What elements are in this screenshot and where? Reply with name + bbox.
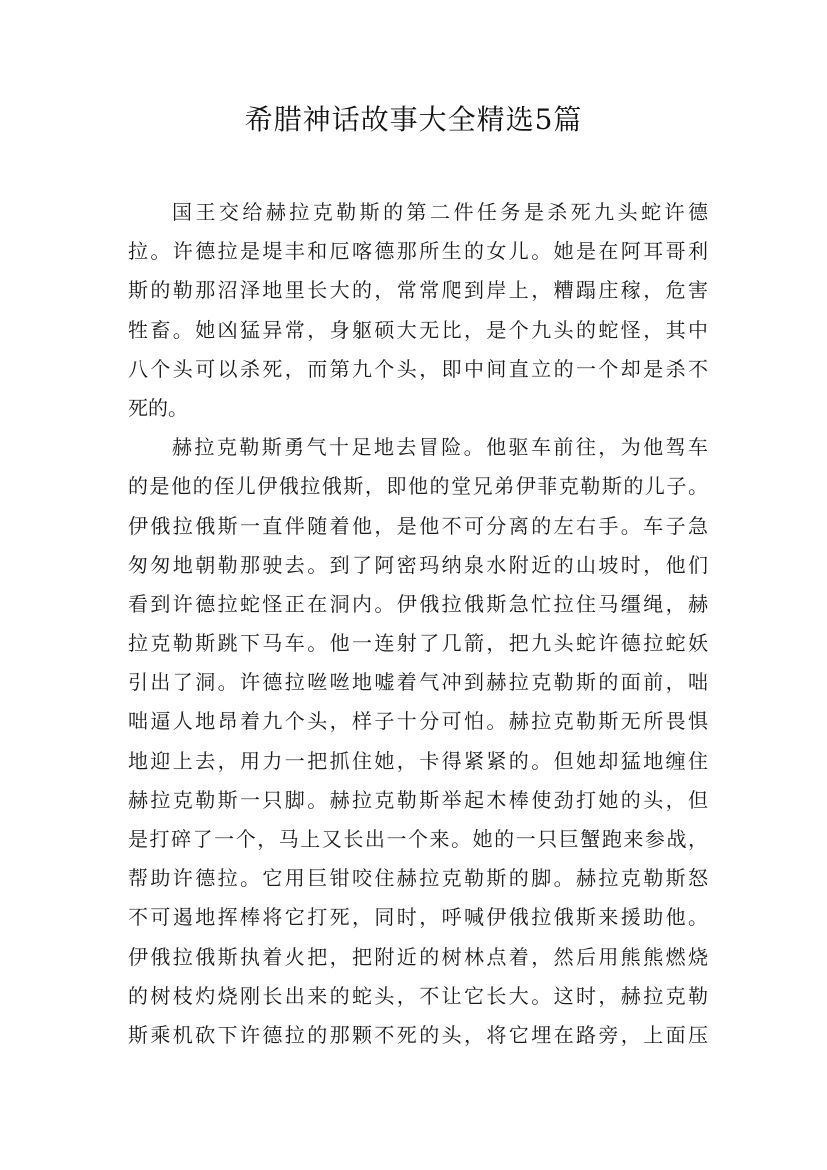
text-line: 斯的勒那沼泽地里长大的，常常爬到岸上，糟蹋庄稼，危害 [128, 278, 708, 303]
text-line: 斯乘机砍下许德拉的那颗不死的头，将它埋在路旁，上面压 [128, 1022, 708, 1047]
text-line: 匆匆地朝勒那驶去。到了阿密玛纳泉水附近的山坡时，他们 [128, 552, 708, 577]
text-line: 拉克勒斯跳下马车。他一连射了几箭，把九头蛇许德拉蛇妖 [128, 631, 708, 656]
text-line: 地迎上去，用力一把抓住她，卡得紧紧的。但她却猛地缠住 [128, 748, 708, 773]
document-body [128, 193, 708, 1055]
text-line: 赫拉克勒斯勇气十足地去冒险。他驱车前往，为他驾车 [172, 435, 708, 460]
text-line: 八个头可以杀死，而第九个头，即中间直立的一个却是杀不 [128, 356, 708, 381]
text-line: 牲畜。她凶猛异常，身躯硕大无比，是个九头的蛇怪，其中 [128, 317, 708, 342]
text-line: 是打碎了一个，马上又长出一个来。她的一只巨蟹跑来参战， [128, 827, 708, 851]
text-line: 国王交给赫拉克勒斯的第二件任务是杀死九头蛇许德 [172, 200, 708, 224]
text-line: 伊俄拉俄斯执着火把，把附近的树林点着，然后用熊熊燃烧 [128, 944, 708, 969]
text-line: 帮助许德拉。它用巨钳咬住赫拉克勒斯的脚。赫拉克勒斯怒 [128, 866, 708, 891]
text-line: 的是他的侄儿伊俄拉俄斯，即他的堂兄弟伊菲克勒斯的儿子。 [128, 474, 708, 499]
text-line: 死的。 [128, 395, 188, 420]
text-line: 的树枝灼烧刚长出来的蛇头，不让它长大。这时，赫拉克勒 [128, 983, 708, 1008]
paragraph-1 [128, 193, 708, 428]
text-line: 伊俄拉俄斯一直伴随着他，是他不可分离的左右手。车子急 [128, 513, 708, 538]
document-title: 希腊神话故事大全精选5篇 [244, 103, 583, 136]
text-line: 咄逼人地昂着九个头，样子十分可怕。赫拉克勒斯无所畏惧 [128, 709, 708, 734]
text-line: 引出了洞。许德拉咝咝地嘘着气冲到赫拉克勒斯的面前，咄 [128, 670, 708, 695]
text-line: 看到许德拉蛇怪正在洞内。伊俄拉俄斯急忙拉住马缰绳，赫 [128, 591, 708, 616]
text-line: 拉。许德拉是堤丰和厄喀德那所生的女儿。她是在阿耳哥利 [128, 239, 708, 264]
text-line: 赫拉克勒斯一只脚。赫拉克勒斯举起木棒使劲打她的头，但 [128, 787, 708, 812]
text-line: 不可遏地挥棒将它打死，同时，呼喊伊俄拉俄斯来援助他。 [128, 905, 708, 930]
paragraph-2 [128, 428, 708, 1055]
